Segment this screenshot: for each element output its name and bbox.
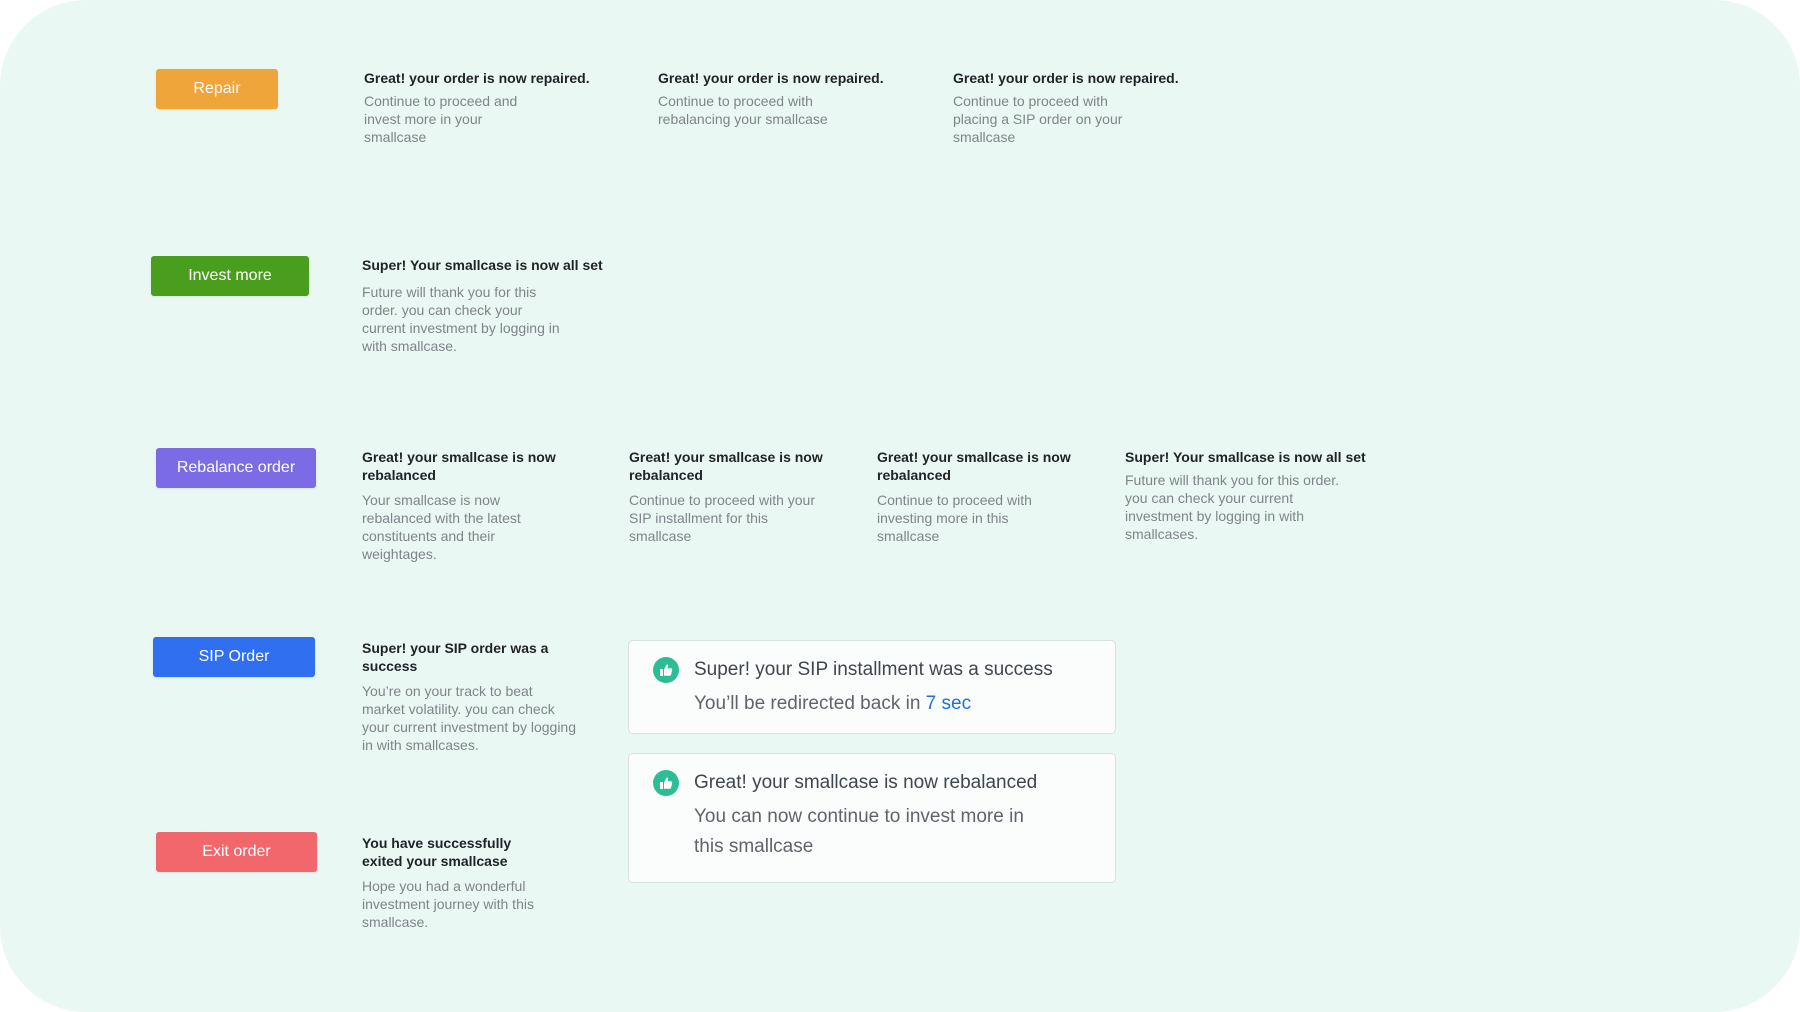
message-description: Continue to proceed with investing more in this smallcase (877, 492, 1032, 544)
rebalance-message-3 (877, 448, 1077, 545)
message-title: Great! your order is now repaired. (953, 70, 1179, 86)
toast-description: You can now continue to invest more in this smallcase (694, 806, 1024, 857)
invest-message-1 (362, 256, 612, 355)
message-description: Future will thank you for this order. you can check your current investment by logging in with smallcases. (1125, 472, 1339, 542)
rebalance-success-toast (628, 753, 1116, 883)
message-description: Continue to proceed with placing a SIP order on your smallcase (953, 93, 1123, 145)
rebalance-message-2 (629, 448, 829, 545)
repair-message-1 (364, 69, 604, 146)
message-description: Continue to proceed with your SIP installment for this smallcase (629, 492, 815, 544)
rebalance-message-4 (1125, 448, 1375, 543)
toast-description-text: You’ll be redirected back in (694, 693, 926, 714)
message-title: Great! your smallcase is now rebalanced (362, 449, 556, 483)
thumbs-up-icon (653, 770, 679, 796)
message-description: Your smallcase is now rebalanced with the latest constituents and their weightages. (362, 492, 521, 562)
rebalance-message-1 (362, 448, 562, 563)
message-description: Future will thank you for this order. you can check your current investment by logging in with smallcase. (362, 284, 560, 354)
countdown-link[interactable]: 7 sec (925, 693, 972, 714)
toast-title: Great! your smallcase is now rebalanced (694, 772, 1038, 793)
message-description: Continue to proceed with rebalancing your smallcase (658, 93, 828, 127)
invest-more-button[interactable]: Invest more (151, 256, 309, 296)
message-title: Super! your SIP order was a success (362, 640, 549, 674)
exit-message (362, 834, 562, 931)
message-title: You have successfully exited your smallcase (362, 835, 512, 869)
repair-message-3 (953, 69, 1193, 146)
sip-message (362, 639, 576, 754)
message-description: Hope you had a wonderful investment journey with this smallcase. (362, 878, 534, 930)
toast-description (694, 689, 1074, 719)
toast-title: Super! your SIP installment was a success (694, 659, 1053, 680)
message-description: Continue to proceed and invest more in your smallcase (364, 93, 518, 145)
thumbs-up-icon (653, 657, 679, 683)
rebalance-order-button[interactable]: Rebalance order (156, 448, 316, 488)
sip-success-toast (628, 640, 1116, 734)
message-title: Super! Your smallcase is now all set (362, 257, 603, 273)
message-title: Great! your smallcase is now rebalanced (877, 449, 1071, 483)
message-title: Great! your order is now repaired. (364, 70, 590, 86)
message-title: Super! Your smallcase is now all set (1125, 449, 1366, 465)
message-title: Great! your order is now repaired. (658, 70, 884, 86)
sip-order-button[interactable]: SIP Order (153, 637, 315, 677)
repair-button[interactable]: Repair (156, 69, 278, 109)
repair-message-2 (658, 69, 898, 128)
exit-order-button[interactable]: Exit order (156, 832, 317, 872)
message-title: Great! your smallcase is now rebalanced (629, 449, 823, 483)
message-description: You’re on your track to beat market volatility. you can check your current investment by logging in with smallcases. (362, 683, 576, 753)
